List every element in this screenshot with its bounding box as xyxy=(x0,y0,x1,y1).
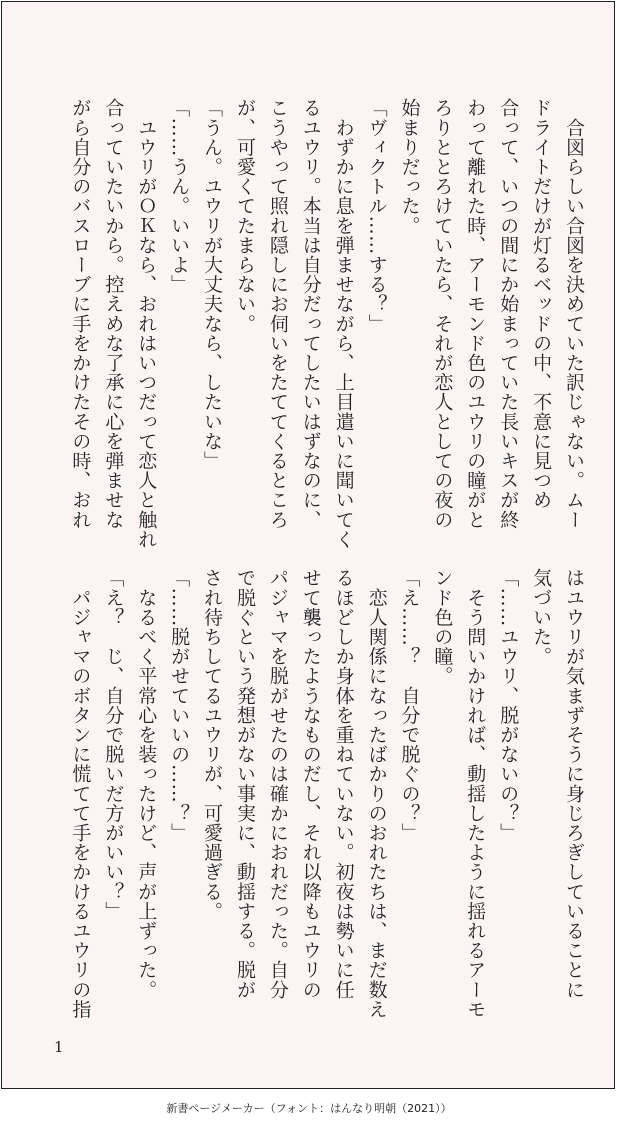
text-line: 合図らしい合図を決めていた訳じゃない。ムー xyxy=(563,98,585,530)
text-line: 「え？ じ、自分で脱いだ方がいい？」 xyxy=(102,568,125,921)
text-line: 「……脱がせていいの……？」 xyxy=(168,568,191,843)
text-line: こうやって照れ隠しにお伺いをたててくるところ xyxy=(266,98,289,530)
text-line: はユウリが気まずそうに身じろぎしていることに xyxy=(563,568,585,1000)
text-line: され待ちしてるユウリが、可愛過ぎる。 xyxy=(201,568,224,921)
book-page xyxy=(1,1,615,1089)
text-line: 「え……？ 自分で脱ぐの？」 xyxy=(398,568,421,843)
text-line: パジャマのボタンに慌てて手をかけるユウリの指 xyxy=(69,568,92,1019)
text-line: で脱ぐという発想がない事実に、動揺する。脱が xyxy=(233,568,256,1000)
text-line: が、可愛くてたまらない。 xyxy=(233,98,256,334)
lower-text-block xyxy=(50,568,590,1042)
text-line: ユウリがＯＫなら、おれはいつだって恋人と触れ xyxy=(135,98,158,549)
text-line: わずかに息を弾ませながら、上目遣いに聞いてく xyxy=(332,98,355,549)
text-line: 恋人関係になったばかりのおれたちは、まだ数え xyxy=(365,568,388,1019)
upper-text-block xyxy=(50,98,590,572)
text-line: 気づいた。 xyxy=(530,568,553,666)
text-line: ろりととろけていたら、それが恋人としての夜の xyxy=(431,98,454,530)
text-line: るほどしか身体を重ねていない。初夜は勢いに任 xyxy=(332,568,355,1000)
text-line: わって離れた時、アーモンド色のユウリの瞳がと xyxy=(464,98,487,530)
text-line: そう問いかければ、動揺したように揺れるアーモ xyxy=(464,568,487,1019)
text-line: るユウリ。本当は自分だってしたいはずなのに、 xyxy=(299,98,322,530)
text-line: 「ヴィクトル……する？」 xyxy=(365,98,388,334)
text-line: パジャマを脱がせたのは確かにおれだった。自分 xyxy=(266,568,289,1000)
footer-credit: 新書ページメーカー（フォント：はんなり明朝（2021）） xyxy=(166,1102,452,1115)
text-line: なるべく平常心を装ったけど、声が上ずった。 xyxy=(135,568,158,1000)
page-number: 1 xyxy=(54,1038,64,1056)
text-line: ンド色の瞳。 xyxy=(431,568,454,686)
text-line: 合って、いつの間にか始まっていた長いキスが終 xyxy=(497,98,520,530)
text-line: 「うん。ユウリが大丈夫なら、したいな」 xyxy=(201,98,224,471)
text-line: せて襲ったようなものだし、それ以降もユウリの xyxy=(299,568,322,1000)
text-line: 「……ユウリ、脱がないの？」 xyxy=(497,568,520,843)
text-line: がら自分のバスローブに手をかけたその時、おれ xyxy=(69,98,92,530)
text-line: ドライトだけが灯るベッドの中、不意に見つめ xyxy=(530,98,553,510)
text-line: 合っていたいから。控えめな了承に心を弾ませな xyxy=(102,98,125,530)
text-line: 始まりだった。 xyxy=(398,98,421,236)
text-line: 「……うん。いいよ」 xyxy=(168,98,191,294)
